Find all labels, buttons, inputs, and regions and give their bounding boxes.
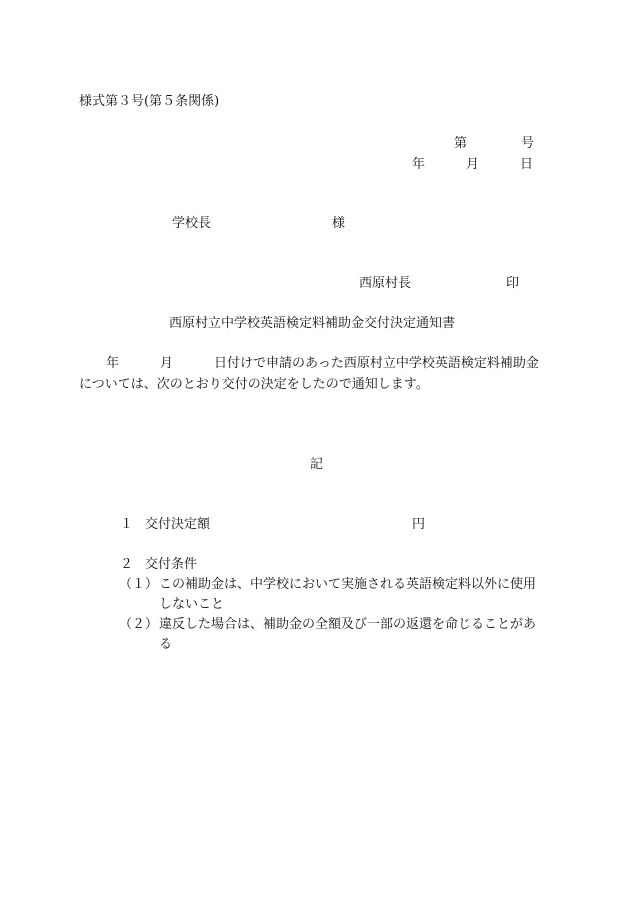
- addressee-title: 学校長: [172, 216, 212, 231]
- date-day: 日: [520, 157, 534, 172]
- addressee-honorific: 様: [332, 216, 346, 231]
- condition-text-cont: しないこと: [159, 597, 225, 612]
- doc-number-suffix: 号: [521, 136, 535, 151]
- sender-name: 西原村長: [359, 276, 412, 291]
- item2-number: ２: [120, 557, 134, 572]
- condition-text-cont: る: [159, 637, 173, 652]
- body-month: 月: [160, 356, 174, 371]
- item2-label: 交付条件: [145, 557, 198, 572]
- body-line1: 日付けで申請のあった西原村立中学校英語検定料補助金: [214, 356, 539, 371]
- date-year: 年: [412, 157, 426, 172]
- body-year: 年: [106, 356, 120, 371]
- item1-label: 交付決定額: [145, 517, 211, 532]
- item1-unit: 円: [412, 517, 426, 532]
- document-title: 西原村立中学校英語検定料補助金交付決定通知書: [169, 316, 456, 331]
- doc-number-prefix: 第: [454, 136, 468, 151]
- date-month: 月: [466, 157, 480, 172]
- seal-mark: 印: [506, 276, 520, 291]
- form-label: 様式第３号(第５条関係): [79, 94, 220, 109]
- condition-number: （２）: [119, 617, 159, 632]
- ki-heading: 記: [310, 457, 324, 472]
- body-line2: については、次のとおり交付の決定をしたので通知します。: [79, 377, 429, 392]
- item1-number: １: [120, 517, 134, 532]
- condition-text: この補助金は、中学校において実施される英語検定料以外に使用: [159, 577, 537, 592]
- condition-text: 違反した場合は、補助金の全額及び一部の返還を命じることがあ: [159, 617, 537, 632]
- condition-number: （１）: [119, 577, 159, 592]
